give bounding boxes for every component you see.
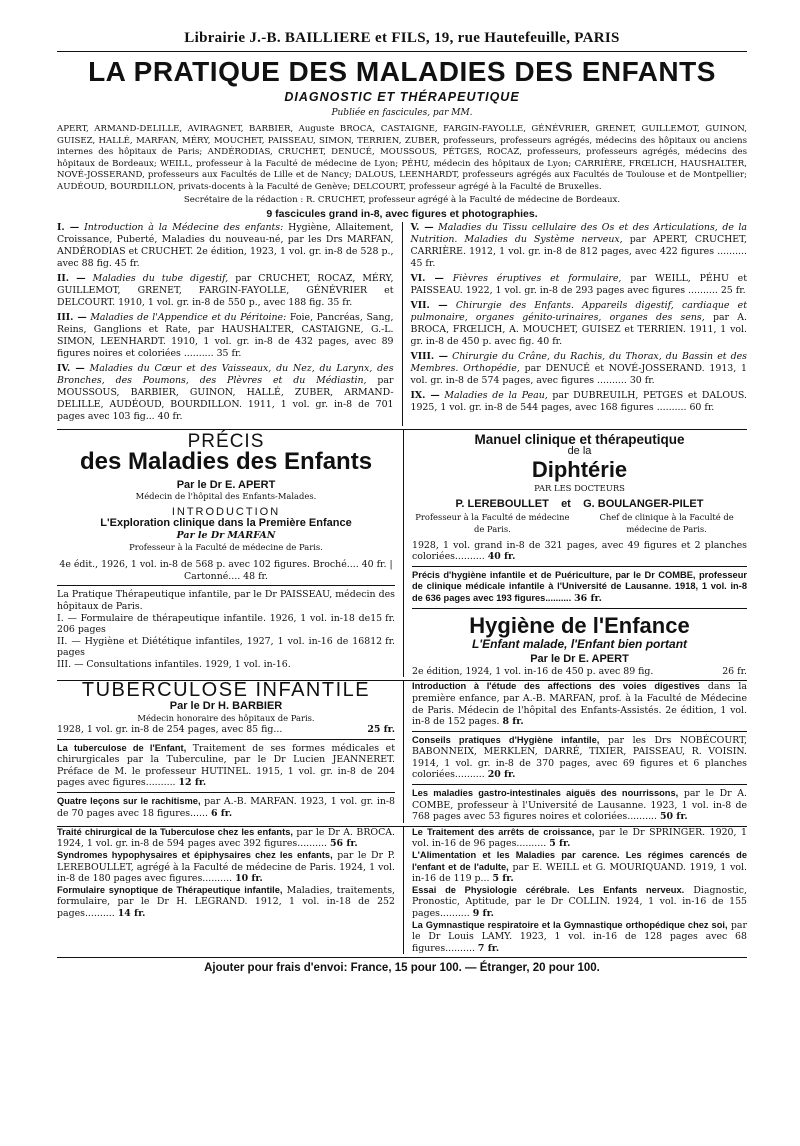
diphterie-edition: 1928, 1 vol. grand in-8 de 321 pages, avec 49 figures et 2 planches coloriées.......... 40 fr. — [412, 539, 747, 563]
combe-precis: Précis d'hygiène infantile et de Puériculture, par le Dr COMBE, professeur de clinique médicale infantile à l'Université de Lausanne. 1918, 1 vol. in-8 de 636 pages avec 193 figures.......... 36 fr. — [412, 569, 747, 604]
pratique-title: LA PRATIQUE DES MALADIES DES ENFANTS — [88, 56, 716, 87]
volume-entry: III. — Maladies de l'Appendice et du Péritoine: Foie, Pancréas, Sang, Reins, Ganglions et Rate, par HAUSHALTER, CASTAIGNE, G.-L. SIMON, LEENHARDT. 1910, 1 vol. gr. in-8 de 432 pages, avec 89 figures noires et coloriées .......... 35 fr. — [57, 312, 394, 359]
precis-edition: 4e édit., 1926, 1 vol. in-8 de 568 p. avec 102 figures. Broché.... 40 fr. | Cartonné.... 48 fr. — [59, 559, 393, 582]
catalogue-entry: Le Traitement des arrêts de croissance, par le Dr SPRINGER. 1920, 1 vol. in-16 de 96 pages.......... 5 fr. — [412, 826, 747, 850]
catalogue-entry: La Gymnastique respiratoire et la Gymnastique orthopédique chez soi, par le Dr Louis LAMY. 1923, 1 vol. in-16 de 128 pages avec 68 figures.......... 7 fr. — [412, 919, 747, 954]
bottom-section — [57, 827, 747, 955]
diphterie-column — [404, 430, 747, 677]
tuberculose-title: TUBERCULOSE INFANTILE — [81, 679, 371, 702]
catalogue-entry: Formulaire synoptique de Thérapeutique infantile, Maladies, traitements, formulaire, par le Dr H. LEGRAND. 1912, 1 vol. in-18 de 252 pages.......... 14 fr. — [57, 884, 395, 919]
tuberculose-author: Par le Dr H. BARBIER — [169, 699, 283, 712]
divider — [57, 792, 395, 793]
publisher-header: Librairie J.-B. BAILLIERE et FILS, 19, rue Hautefeuille, PARIS — [57, 30, 747, 52]
catalogue-entry: Conseils pratiques d'Hygiène infantile, par les Drs NOBÉCOURT, BABONNEIX, MERKLEN, DARRÉ, TIXIER, PAISSEAU, R. VOISIN. 1914, 1 vol. gr. in-8 de 370 pages, avec 69 figures et 6 planches coloriées.......... 20 fr. — [412, 734, 747, 781]
divider — [412, 566, 747, 567]
divider — [412, 731, 747, 732]
diphterie-roles: Professeur à la Faculté de médecine de Paris. Chef de clinique à la Faculté de médecine de Paris. — [415, 512, 734, 534]
pratique-subtitle: DIAGNOSTIC ET THÉRAPEUTIQUE — [284, 90, 520, 104]
pratique-fascicules: 9 fascicules grand in-8, avec figures et photographies. — [266, 208, 538, 220]
bottom-left-column — [57, 827, 404, 955]
diphterie-authors: P. LEREBOULLET et G. BOULANGER-PILET — [455, 497, 704, 510]
divider — [57, 585, 395, 586]
divider — [57, 739, 395, 740]
paisseau-item: 12 fr. II. — Hygiène et Diététique infantiles, 1927, 1 vol. in-16 de 168 pages — [57, 635, 395, 659]
catalogue-entry: Syndromes hypophysaires et épiphysaires chez les enfants, par le Dr P. LEREBOULLET, agrégé à la Faculté de médecine de Paris. 1924, 1 vol. in-8 de 180 pages avec figures.......... 10 fr. — [57, 850, 395, 885]
volume-entry: VI. — Fièvres éruptives et formulaire, par WEILL, PÉHU et PAISSEAU. 1922, 1 vol. gr. in-8 de 293 pages avec figures .......... 25 fr. — [410, 273, 747, 296]
diphterie-par: PAR LES DOCTEURS — [534, 483, 625, 494]
tuberculose-edition: 25 fr. 1928, 1 vol. gr. in-8 de 254 pages, avec 85 fig... — [57, 724, 395, 736]
precis-intro: INTRODUCTION — [171, 505, 281, 518]
volume-entry: VIII. — Chirurgie du Crâne, du Rachis, du Thorax, du Bassin et des Membres. Orthopédie, par DENUCÉ et NOVÉ-JOSSERAND. 1913, 1 vol. gr. in-8 de 574 pages, avec figures .......... 30 fr. — [410, 351, 747, 386]
volumes-left — [57, 222, 403, 426]
precis-author-role: Médecin de l'hôpital des Enfants-Malades. — [135, 491, 317, 502]
hygiene-author: Par le Dr E. APERT — [530, 653, 629, 666]
middle-section — [57, 430, 747, 677]
paisseau-item: 15 fr. I. — Formulaire de thérapeutique infantile. 1926, 1 vol. in-18 de 206 pages — [57, 612, 395, 636]
volume-entry: II. — Maladies du tube digestif, par CRUCHET, ROCAZ, MÉRY, GUILLEMOT, GRENET, FARGIN-FAYOLLE, GÉNÉVRIER et DELCOURT. 1910, 1 vol. gr. in-8 de 550 p., avec 188 fig. 35 fr. — [57, 273, 394, 308]
pratique-published: Publiée en fascicules, par MM. — [331, 108, 473, 118]
catalogue-entry: Essai de Physiologie cérébrale. Les Enfants nerveux. Diagnostic, Pronostic, Aptitude, par le Dr COLLIN. 1924, 1 vol. in-16 de 155 pages.......... 9 fr. — [412, 884, 747, 919]
precis-author: Par le Dr E. APERT — [176, 478, 276, 491]
paisseau-item: III. — Consultations infantiles. 1929, 1 vol. in-16. — [57, 658, 291, 670]
catalogue-entry: L'Alimentation et les Maladies par carence. Les régimes carencés de l'enfant et de l'adulte, par E. WEILL et G. MOURIQUAND. 1919, 1 vol. in-16 de 119 p... 5 fr. — [412, 850, 747, 885]
precis-intro-title: L'Exploration clinique dans la Première Enfance — [100, 517, 352, 530]
volume-entry: I. — Introduction à la Médecine des enfants: Hygiène, Allaitement, Croissance, Puberté, Maladies du nouveau-né, par les Drs MARFAN, ANDÉRODIAS et CRUCHET. 2e édition, 1923, 1 vol. gr. in-8 de 528 p., avec 88 fig. 45 fr. — [57, 222, 394, 269]
volume-entry: IV. — Maladies du Cœur et des Vaisseaux, du Nez, du Larynx, des Bronches, des Poumons, des Plèvres et du Médiastin, par MOUSSOUS, BARBIER, GUINON, HALLÉ, ZUBER, ARMAND-DELILLE, AUDÉOUD, BOURDILLON. 1911, 1 vol. gr. in-8 de 701 pages avec 103 fig... 40 fr. — [57, 363, 394, 422]
catalogue-entry: Traité chirurgical de la Tuberculose chez les enfants, par le Dr A. BROCA. 1924, 1 vol. gr. in-8 de 594 pages avec 392 figures.......... 56 fr. — [57, 826, 395, 850]
catalogue-entry: Quatre leçons sur le rachitisme, par A.-B. MARFAN. 1923, 1 vol. gr. in-8 de 70 pages avec 18 figures...... 6 fr. — [57, 796, 395, 819]
hygiene-subtitle: L'Enfant malade, l'Enfant bien portant — [471, 636, 688, 651]
catalogue-entry: Les maladies gastro-intestinales aiguës des nourrissons, par le Dr A. COMBE, professeur à l'Université de Lausanne. 1923, 1 vol. in-8 de 768 pages avec 53 figures noires et coloriées.......... 50 fr. — [412, 788, 747, 823]
section-divider — [57, 957, 747, 958]
divider — [412, 608, 747, 609]
volume-entry: V. — Maladies du Tissu cellulaire des Os et des Articulations, de la Nutrition. Maladies du Système nerveux, par APERT, CRUCHET, CARRIÈRE. 1912, 1 vol. gr. in-8 de 812 pages, avec 422 figures .......... 45 fr. — [410, 222, 748, 269]
misc-column — [404, 681, 747, 823]
hygiene-title: Hygiène de l'Enfance — [469, 612, 690, 638]
diphterie-line1: Manuel clinique et thérapeutique — [474, 432, 685, 447]
volume-entry: VII. — Chirurgie des Enfants. Appareils digestif, cardiaque et pulmonaire, organes génito-urinaires, organes des sens, par A. BROCA, FRŒLICH, A. MOUCHET, GUISEZ et TERRIEN. 1911, 1 vol. gr. in-8 de 450 p. avec fig. 40 fr. — [410, 300, 747, 347]
shipping-footer: Ajouter pour frais d'envoi: France, 15 pour 100. — Étranger, 20 pour 100. — [204, 962, 600, 975]
precis-intro-role: Professeur à la Faculté de médecine de Paris. — [129, 541, 323, 552]
diphterie-line2: de la — [567, 444, 592, 457]
divider — [412, 784, 747, 785]
precis-line1: PRÉCIS — [187, 431, 265, 452]
hygiene-edition: 26 fr. 2e édition, 1924, 1 vol. in-16 de 450 p. avec 89 fig. — [412, 665, 747, 677]
tuberculose-role: Médecin honoraire des hôpitaux de Paris. — [137, 712, 315, 723]
pratique-secretary: Secrétaire de la rédaction : R. CRUCHET, professeur agrégé à la Faculté de médecine de Bordeaux. — [183, 195, 621, 205]
pratique-authors: APERT, ARMAND-DELILLE, AVIRAGNET, BARBIER, Auguste BROCA, CASTAIGNE, FARGIN-FAYOLLE, GÉNÉVRIER, GRENET, GUILLEMOT, GUINON, GUISEZ, HALLÉ, MARFAN, MÉRY, MOUCHET, PAISSEAU, SIMON, TERRIEN, ZUBER, professeurs, professeurs agrégés, médecins des hôpitaux ou anciens internes des hôpitaux de Paris; ANDÉRODIAS, CRUCHET, DENUCÉ, MOUSSOUS, PÉTGES, ROCAZ, professeurs, professeurs agrégés, médecins des hôpitaux de Bordeaux; WEILL, professeur à la Faculté de médecine de Lyon; PÉHU, médecin des hôpitaux de Lyon; CARRIÈRE, FRŒLICH, HAUSHALTER, NOVÉ-JOSSERAND, professeurs aux Facultés de Lille et de Nancy; DALOUS, LEENHARDT, professeurs agrégés aux Facultés de Toulouse et de Montpellier; AUDÉOUD, BOURDILLON, privats-docents à la Faculté de Genève; DELCOURT, professeur agrégé à la Faculté de Bruxelles. — [57, 124, 747, 192]
diphterie-line3: Diphtérie — [531, 457, 628, 483]
tuberculose-column — [57, 681, 404, 823]
catalogue-entry: La tuberculose de l'Enfant, Traitement de ses formes médicales et chirurgicales par la Tuberculine, par le Dr Lucien JEANNERET. Préface de M. le professeur HUTINEL. 1915, 1 vol. gr. in-8 de 204 pages avec figures.......... 12 fr. — [57, 742, 395, 789]
volumes-columns — [57, 222, 747, 426]
precis-column — [57, 430, 404, 677]
paisseau-intro: La Pratique Thérapeutique infantile, par le Dr PAISSEAU, médecin des hôpitaux de Paris. — [57, 589, 395, 612]
precis-intro-author: Par le Dr MARFAN — [176, 529, 276, 541]
catalogue-page — [57, 30, 747, 974]
precis-line2: des Maladies des Enfants — [79, 447, 373, 475]
bottom-right-column — [404, 827, 747, 955]
volume-entry: IX. — Maladies de la Peau, par DUBREUILH, PETGES et DALOUS. 1925, 1 vol. gr. in-8 de 544 pages, avec 168 figures .......... 60 fr. — [410, 390, 747, 413]
lower-section — [57, 681, 747, 823]
volumes-right — [403, 222, 748, 426]
catalogue-entry: Introduction à l'étude des affections des voies digestives dans la première enfance, par A.-B. MARFAN, prof. à la Faculté de Médecine de Paris. Médecin de l'hôpital des Enfants-Assistés. 2e édition, 1 vol. in-8 de 152 pages. 8 fr. — [412, 681, 747, 728]
